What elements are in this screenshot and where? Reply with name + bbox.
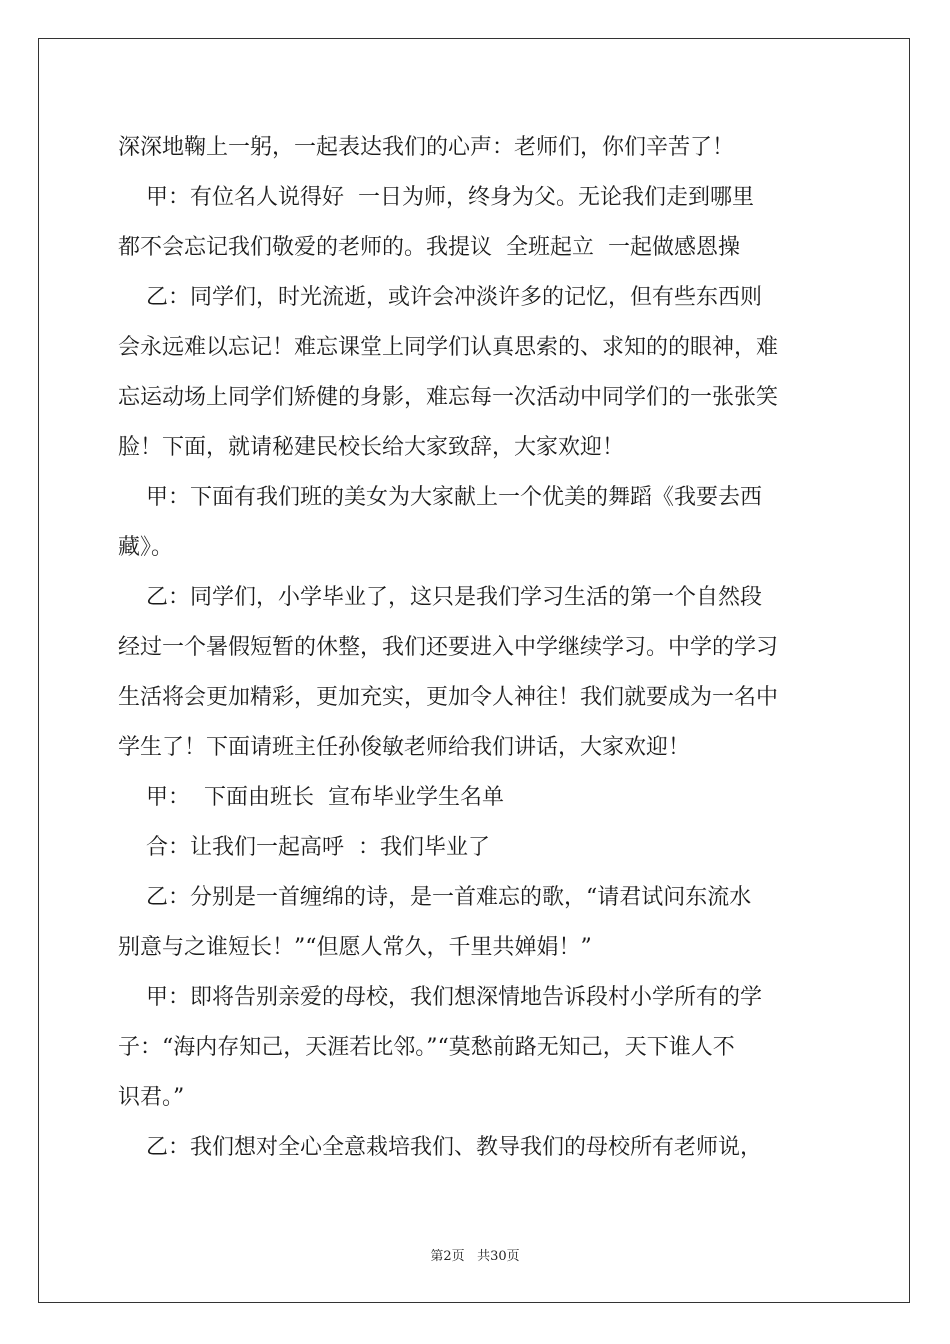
body-line: 乙：同学们，时光流逝，或许会冲淡许多的记忆，但有些东西则	[118, 285, 762, 310]
body-line: 深深地鞠上一躬，一起表达我们的心声：老师们，你们辛苦了！	[118, 135, 735, 160]
body-line: 甲：有位名人说得好 一日为师，终身为父。无论我们走到哪里	[118, 185, 754, 210]
body-line: 乙：同学们，小学毕业了，这只是我们学习生活的第一个自然段	[118, 585, 762, 610]
body-line: 脸！下面，就请秘建民校长给大家致辞，大家欢迎！	[118, 435, 625, 460]
body-line: 乙：我们想对全心全意栽培我们、教导我们的母校所有老师说，	[118, 1135, 762, 1160]
body-line: 识君。”	[118, 1085, 185, 1110]
body-line: 都不会忘记我们敬爱的老师的。我提议 全班起立 一起做感恩操	[118, 235, 740, 260]
body-line: 合：让我们一起高呼 ：我们毕业了	[118, 835, 490, 860]
body-line: 甲：即将告别亲爱的母校，我们想深情地告诉段村小学所有的学	[118, 985, 762, 1010]
page-footer	[0, 1245, 950, 1264]
document-body	[118, 123, 832, 1173]
body-line: 子：“海内存知己，天涯若比邻。”“莫愁前路无知己，天下谁人不	[118, 1035, 735, 1060]
body-line: 别意与之谁短长！”“但愿人常久，千里共婵娟！”	[118, 935, 592, 960]
body-line: 学生了！下面请班主任孙俊敏老师给我们讲话，大家欢迎！	[118, 735, 691, 760]
body-line: 甲：下面有我们班的美女为大家献上一个优美的舞蹈《我要去西	[118, 485, 762, 510]
body-line: 生活将会更加精彩，更加充实，更加令人神往！我们就要成为一名中	[118, 685, 779, 710]
body-line: 忘运动场上同学们矫健的身影，难忘每一次活动中同学们的一张张笑	[118, 385, 779, 410]
body-line: 藏》。	[118, 535, 174, 560]
body-line: 会永远难以忘记！难忘课堂上同学们认真思索的、求知的的眼神，难	[118, 335, 779, 360]
body-line: 甲： 下面由班长 宣布毕业学生名单	[118, 785, 504, 810]
page-total: 共30页	[477, 1249, 520, 1264]
body-line: 乙：分别是一首缠绵的诗，是一首难忘的歌，“请君试问东流水	[118, 885, 752, 910]
body-line: 经过一个暑假短暂的休整，我们还要进入中学继续学习。中学的学习	[118, 635, 779, 660]
page-number: 第2页	[430, 1249, 465, 1264]
